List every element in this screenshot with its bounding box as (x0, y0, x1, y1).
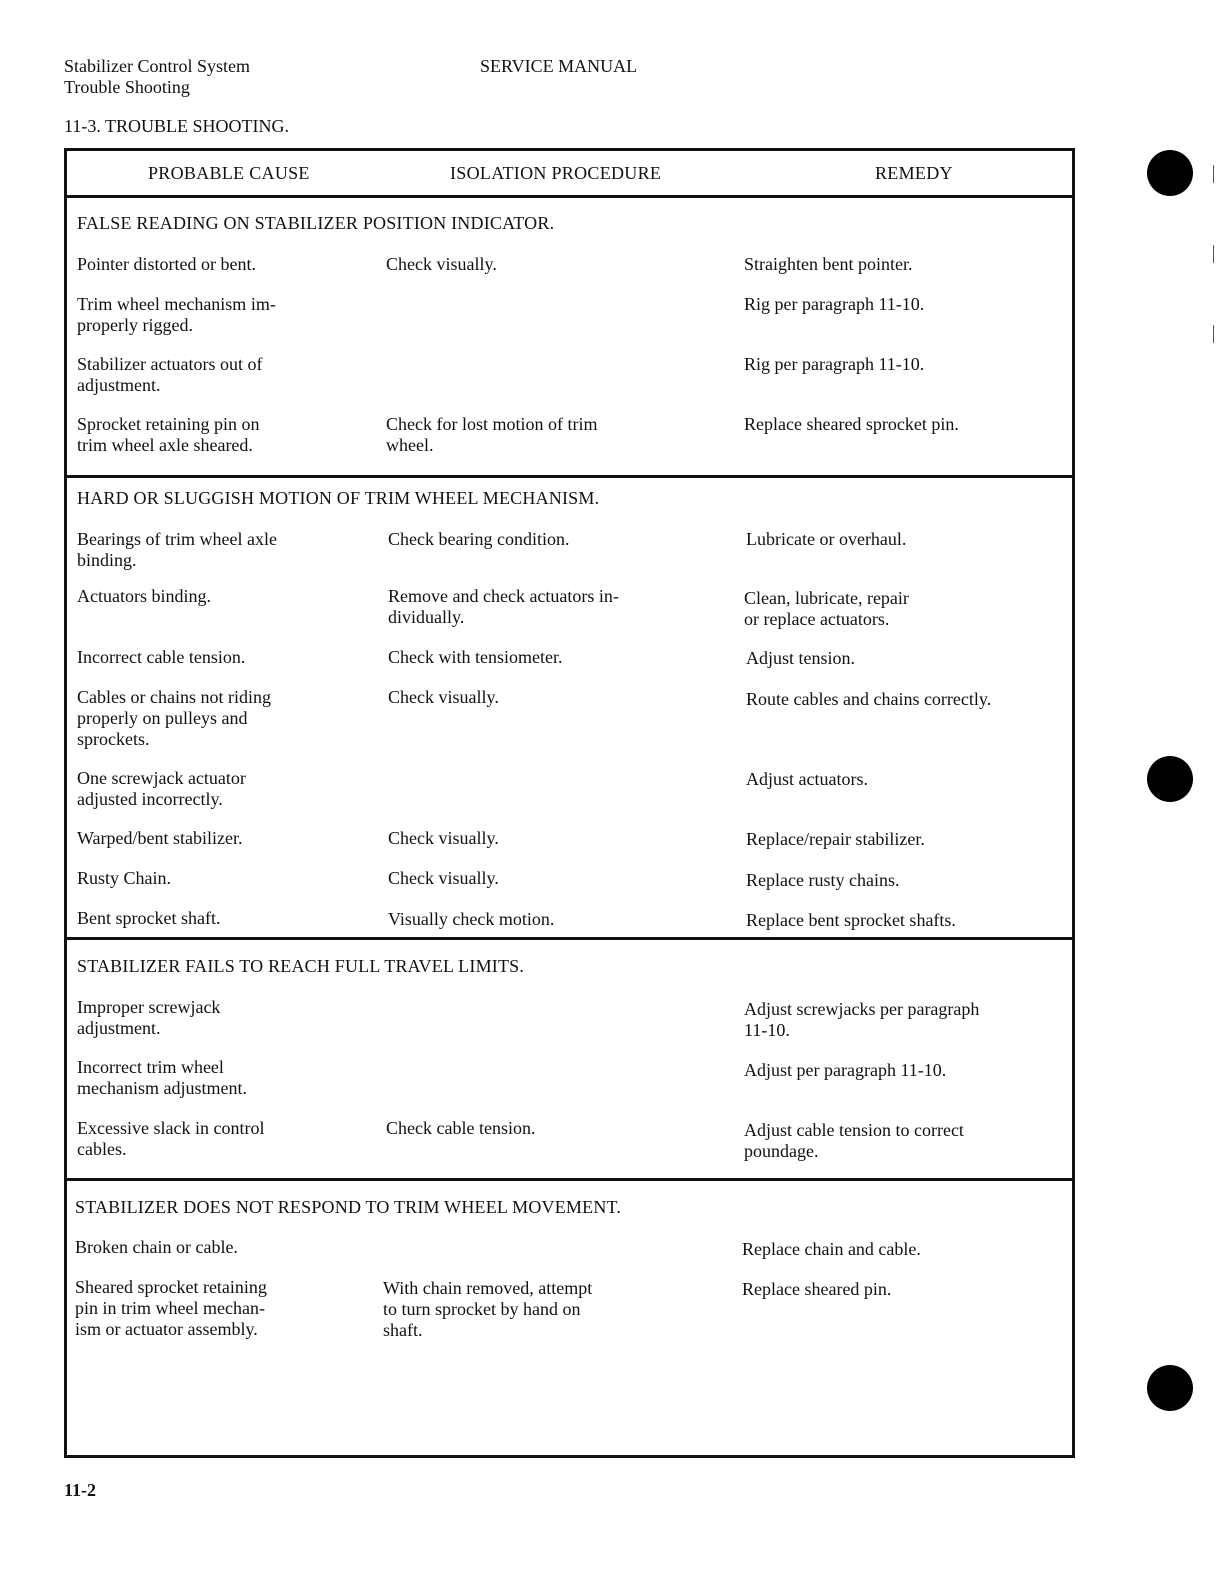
remedy-cell: Replace rusty chains. (746, 870, 900, 890)
cause-cell: Incorrect cable tension. (77, 647, 246, 667)
cause-cell: Pointer distorted or bent. (77, 254, 256, 274)
cause-cell: Incorrect trim wheel mechanism adjustment. (77, 1057, 247, 1098)
remedy-cell: Route cables and chains correctly. (746, 689, 992, 709)
margin-mark (1213, 325, 1214, 343)
isolation-cell: Check with tensiometer. (388, 647, 563, 667)
col-header-isolation: ISOLATION PROCEDURE (450, 163, 662, 183)
cause-cell: Broken chain or cable. (75, 1237, 238, 1257)
cause-cell: Trim wheel mechanism im- properly rigged. (77, 294, 276, 335)
margin-mark (1213, 165, 1214, 183)
margin-mark (1213, 245, 1214, 263)
remedy-cell: Replace sheared pin. (742, 1279, 892, 1299)
remedy-cell: Adjust screwjacks per paragraph 11-10. (744, 999, 980, 1040)
remedy-cell: Rig per paragraph 11-10. (744, 354, 925, 374)
page-number: 11-2 (64, 1480, 97, 1500)
remedy-cell: Adjust tension. (746, 648, 856, 668)
cause-cell: Improper screwjack adjustment. (77, 997, 221, 1038)
isolation-cell: Visually check motion. (388, 909, 555, 929)
remedy-cell: Adjust per paragraph 11-10. (744, 1060, 947, 1080)
group-title: HARD OR SLUGGISH MOTION OF TRIM WHEEL MECHANISM. (77, 488, 600, 508)
group-divider (67, 475, 1072, 478)
cause-cell: Warped/bent stabilizer. (77, 828, 243, 848)
isolation-cell: Check visually. (388, 828, 499, 848)
header-system: Stabilizer Control System (64, 56, 250, 76)
remedy-cell: Replace bent sprocket shafts. (746, 910, 956, 930)
remedy-cell: Straighten bent pointer. (744, 254, 913, 274)
section-title: 11-3. TROUBLE SHOOTING. (64, 116, 289, 136)
isolation-cell: Check cable tension. (386, 1118, 536, 1138)
header-manual-title: SERVICE MANUAL (480, 56, 638, 76)
remedy-cell: Adjust actuators. (746, 769, 868, 789)
troubleshooting-table (64, 148, 1075, 1458)
remedy-cell: Rig per paragraph 11-10. (744, 294, 925, 314)
cause-cell: Bearings of trim wheel axle binding. (77, 529, 277, 570)
table-header (67, 151, 1072, 198)
cause-cell: Excessive slack in control cables. (77, 1118, 265, 1159)
isolation-cell: Remove and check actuators in- dividually. (388, 586, 619, 627)
group-divider (67, 937, 1072, 940)
isolation-cell: With chain removed, attempt to turn sprocket by hand on shaft. (383, 1278, 593, 1340)
remedy-cell: Replace/repair stabilizer. (746, 829, 925, 849)
cause-cell: Cables or chains not riding properly on pulleys and sprockets. (77, 687, 271, 749)
col-header-cause: PROBABLE CAUSE (148, 163, 310, 183)
remedy-cell: Replace chain and cable. (742, 1239, 921, 1259)
binder-hole-bottom (1147, 1365, 1193, 1411)
group-title: FALSE READING ON STABILIZER POSITION INDICATOR. (77, 213, 555, 233)
isolation-cell: Check bearing condition. (388, 529, 570, 549)
header-left (64, 56, 250, 98)
cause-cell: Bent sprocket shaft. (77, 908, 221, 928)
cause-cell: Sheared sprocket retaining pin in trim wheel mechan- ism or actuator assembly. (75, 1277, 267, 1339)
cause-cell: Rusty Chain. (77, 868, 172, 888)
cause-cell: Sprocket retaining pin on trim wheel axle sheared. (77, 414, 260, 455)
cause-cell: Stabilizer actuators out of adjustment. (77, 354, 263, 395)
isolation-cell: Check visually. (388, 868, 499, 888)
binder-hole-middle (1147, 756, 1193, 802)
remedy-cell: Clean, lubricate, repair or replace actuators. (744, 588, 909, 629)
binder-hole-top (1147, 150, 1193, 196)
col-header-remedy: REMEDY (875, 163, 953, 183)
remedy-cell: Replace sheared sprocket pin. (744, 414, 959, 434)
remedy-cell: Lubricate or overhaul. (746, 529, 907, 549)
header-subject: Trouble Shooting (64, 77, 190, 97)
isolation-cell: Check visually. (388, 687, 499, 707)
group-divider (67, 1178, 1072, 1181)
group-title: STABILIZER FAILS TO REACH FULL TRAVEL LIMITS. (77, 956, 525, 976)
cause-cell: One screwjack actuator adjusted incorrectly. (77, 768, 246, 809)
isolation-cell: Check for lost motion of trim wheel. (386, 414, 598, 455)
group-title: STABILIZER DOES NOT RESPOND TO TRIM WHEEL MOVEMENT. (75, 1197, 622, 1217)
remedy-cell: Adjust cable tension to correct poundage. (744, 1120, 964, 1161)
isolation-cell: Check visually. (386, 254, 497, 274)
cause-cell: Actuators binding. (77, 586, 211, 606)
